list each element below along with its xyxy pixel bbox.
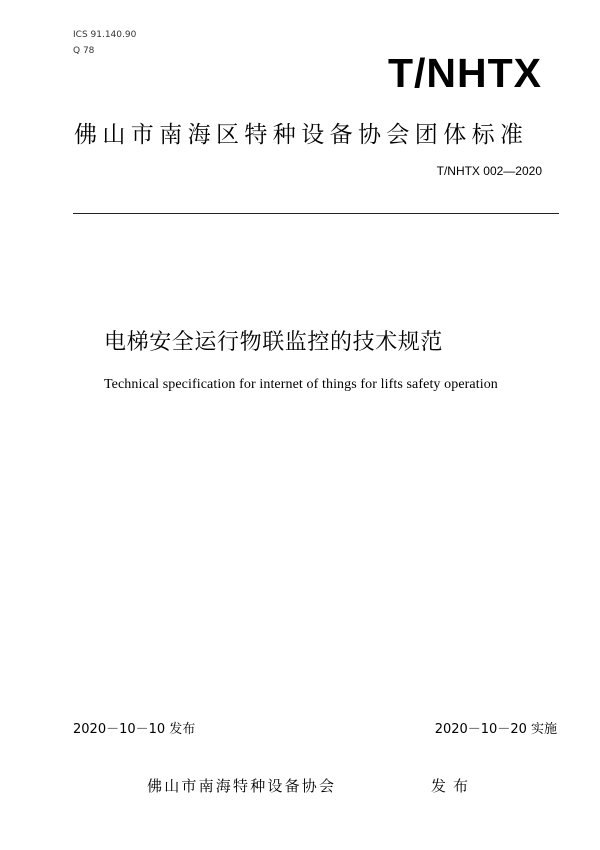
- publish-label: 发布: [431, 777, 476, 795]
- header-divider: [73, 213, 559, 214]
- standard-number: T/NHTX 002—2020: [436, 164, 542, 178]
- ics-code: ICS 91.140.90: [73, 30, 137, 40]
- classification-codes: [73, 30, 136, 62]
- ccs-code: Q 78: [73, 46, 95, 56]
- publish-date: 2020－10－10 发布: [73, 722, 196, 737]
- document-title-chinese: 电梯安全运行物联监控的技术规范: [104, 330, 444, 355]
- organization-title: 佛山市南海区特种设备协会团体标准: [74, 122, 529, 148]
- implementation-date: 2020－10－20 实施: [434, 722, 557, 737]
- standard-code-heading: T/NHTX: [387, 50, 542, 96]
- publisher-name: 佛山市南海特种设备协会: [147, 777, 337, 795]
- document-title-english: Technical specification for internet of things for lifts safety operation: [104, 377, 498, 392]
